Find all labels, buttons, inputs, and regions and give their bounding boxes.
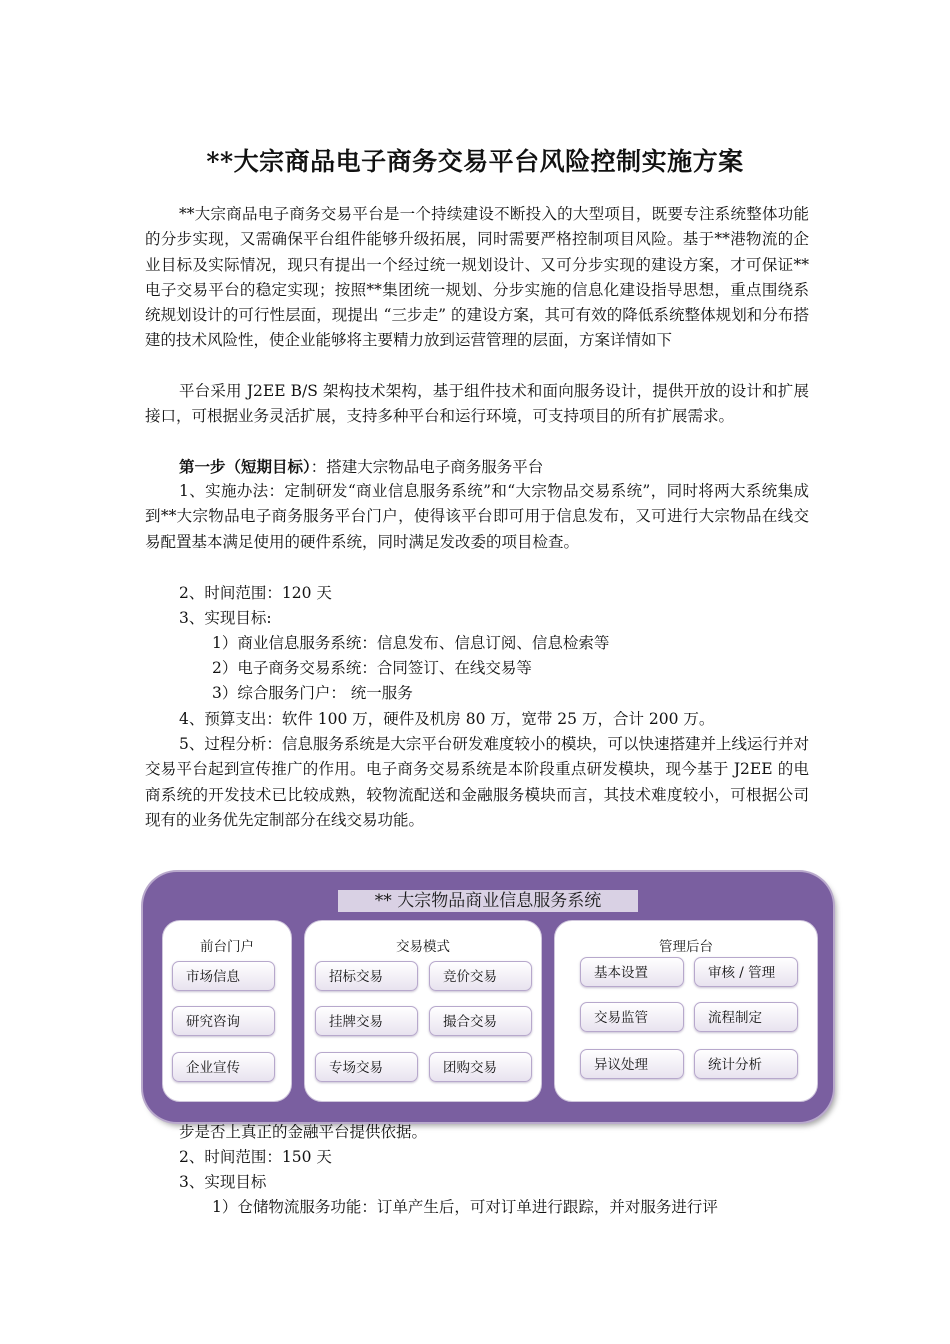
diagram-cell: 挂牌交易 — [315, 1006, 418, 1036]
diagram-cell: 竞价交易 — [429, 961, 532, 991]
panel-portal — [162, 920, 292, 1102]
diagram-cell: 异议处理 — [580, 1049, 684, 1079]
diagram-cell: 审核 / 管理 — [694, 957, 798, 987]
system-diagram — [143, 872, 833, 1122]
diagram-title: ** 大宗物品商业信息服务系统 — [338, 890, 638, 912]
diagram-cell: 统计分析 — [694, 1049, 798, 1079]
panel-title: 交易模式 — [396, 939, 450, 955]
diagram-cell: 专场交易 — [315, 1052, 418, 1082]
step2-item3-line: 3、实现目标 — [179, 1173, 267, 1191]
panel-trade-modes — [304, 920, 542, 1102]
diagram-cell: 招标交易 — [315, 961, 418, 991]
sub1-line: 1）商业信息服务系统：信息发布、信息订阅、信息检索等 — [212, 634, 610, 652]
sub2-line: 2）电子商务交易系统：合同签订、在线交易等 — [212, 659, 532, 677]
diagram-cell: 交易监管 — [580, 1002, 684, 1032]
item5-paragraph: 5、过程分析：信息服务系统是大宗平台研发难度较小的模块，可以快速搭建并上线运行并对交易平台起到宣传推广的作用。电子商务交易系统是本阶段重点研发模块，现今基于 J2EE 的电商系统的开发技术已比较成熟，较物流配送和金融服务模块而言，其技术难度较小，可根据公司现有的业务优先定制部分在线交易功能。 — [145, 735, 809, 829]
step1-heading — [179, 454, 543, 480]
diagram-cell: 撮合交易 — [429, 1006, 532, 1036]
item4-line: 4、预算支出：软件 100 万，硬件及机房 80 万，宽带 25 万，合计 200 万。 — [179, 710, 715, 728]
panel-admin — [554, 920, 818, 1102]
platform-paragraph: 平台采用 J2EE B/S 架构技术架构，基于组件技术和面向服务设计，提供开放的设计和扩展接口，可根据业务灵活扩展，支持多种平台和运行环境，可支持项目的所有扩展需求。 — [145, 382, 809, 426]
step1-text: 搭建大宗物品电子商务服务平台 — [326, 458, 544, 476]
sub3-line: 3）综合服务门户： 统一服务 — [212, 684, 413, 702]
diagram-cell: 基本设置 — [580, 957, 684, 987]
item3-line: 3、实现目标: — [179, 609, 272, 627]
diagram-cell: 研究咨询 — [172, 1006, 275, 1036]
step1-sep: ： — [310, 458, 327, 476]
panel-title: 前台门户 — [200, 939, 254, 955]
page-title: **大宗商品电子商务交易平台风险控制实施方案 — [206, 147, 744, 176]
diagram-cell: 团购交易 — [429, 1052, 532, 1082]
intro-paragraph: **大宗商品电子商务交易平台是一个持续建设不断投入的大型项目，既要专注系统整体功能的分步实现，又需确保平台组件能够升级拓展，同时需要严格控制项目风险。基于**港物流的企业目标及实际情况，现只有提出一个经过统一规划设计、又可分步实现的建设方案，才可保证**电子交易平台的稳定实现；按照**集团统一规划、分步实施的信息化建设指导思想，重点围绕系统规划设计的可行性层面，现提出 “三步走” 的建设方案，其可有效的降低系统整体规划和分布搭建的技术风险性，使企业能够将主要精力放到运营管理的层面，方案详情如下 — [145, 205, 809, 350]
item1-paragraph: 1、实施办法：定制研发“商业信息服务系统”和“大宗物品交易系统”，同时将两大系统集成到**大宗物品电子商务服务平台门户，使得该平台即可用于信息发布，又可进行大宗物品在线交易配置基本满足使用的硬件系统，同时满足发改委的项目检查。 — [145, 482, 809, 551]
step2-item2-line: 2、时间范围：150 天 — [179, 1148, 332, 1166]
diagram-cell: 市场信息 — [172, 961, 275, 991]
diagram-cell: 流程制定 — [694, 1002, 798, 1032]
step2-sub1-line: 1）仓储物流服务功能：订单产生后，可对订单进行跟踪，并对服务进行评 — [212, 1198, 718, 1216]
step1-label: 第一步（短期目标） — [179, 457, 311, 476]
diagram-cell: 企业宣传 — [172, 1052, 275, 1082]
panel-title: 管理后台 — [659, 939, 713, 955]
partial-line: 步是否上真正的金融平台提供依据。 — [179, 1123, 428, 1141]
item2-line: 2、时间范围：120 天 — [179, 584, 332, 602]
